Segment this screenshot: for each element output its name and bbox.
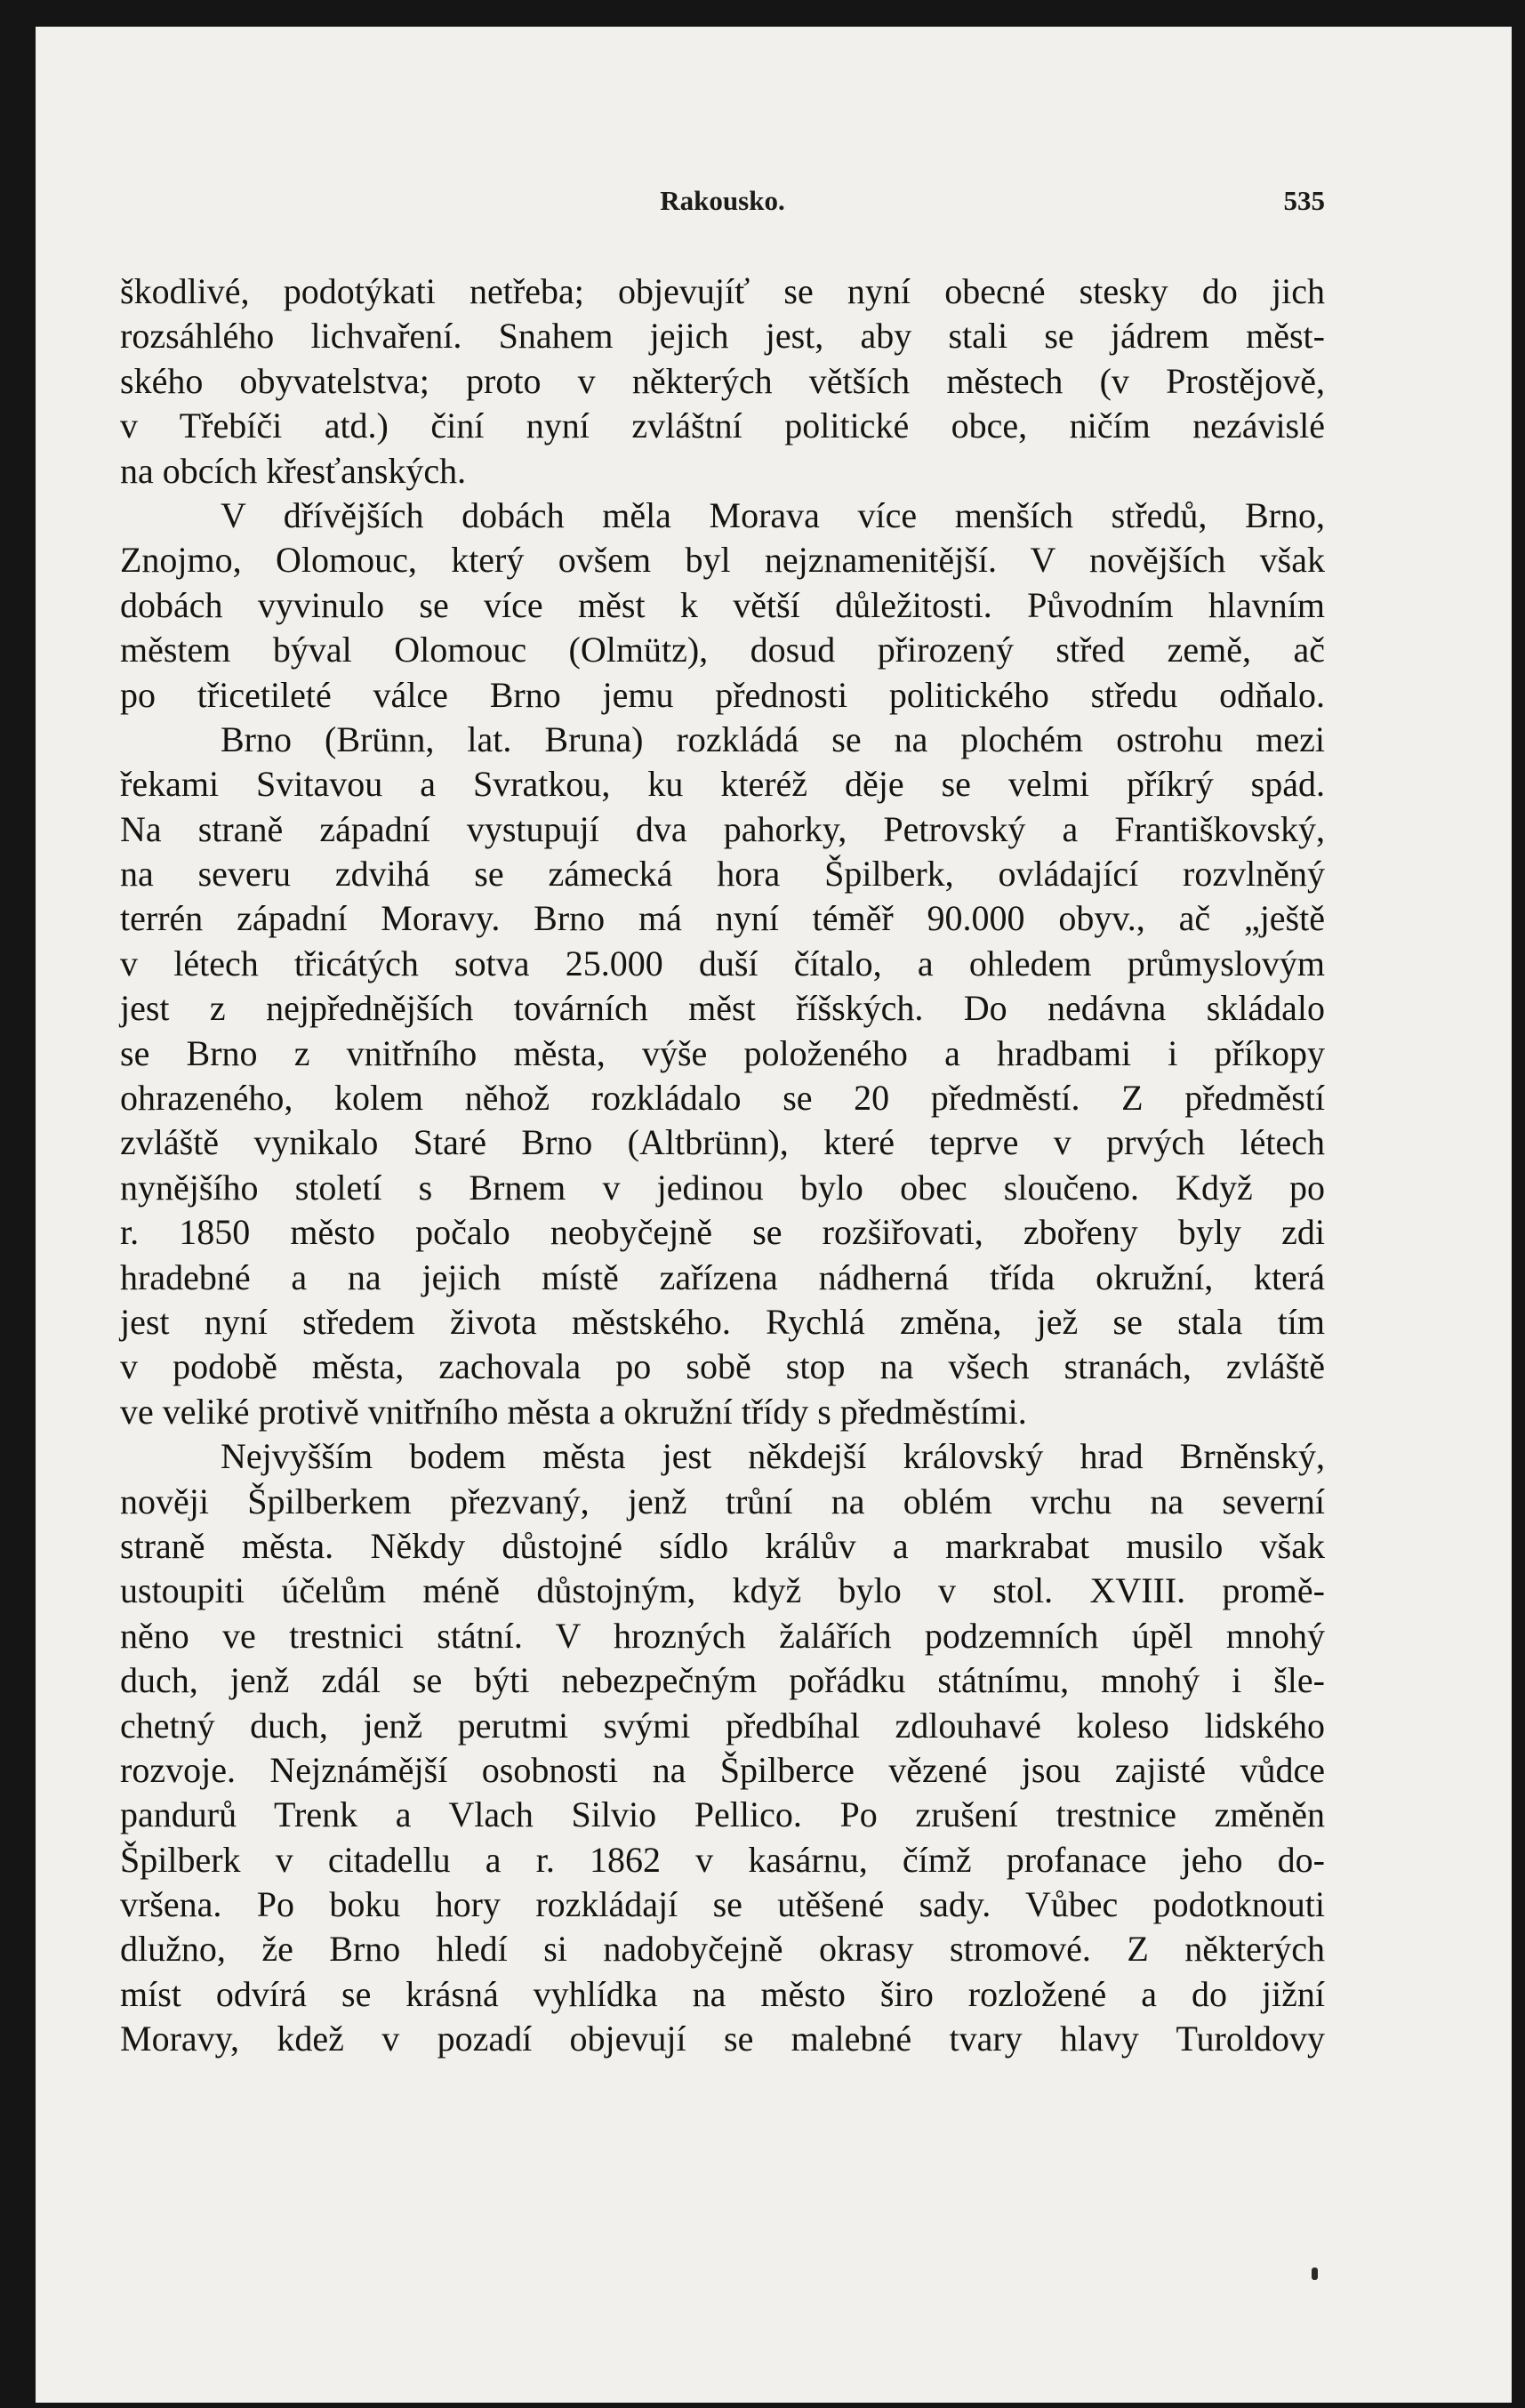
- text-line: rozsáhlého lichvaření. Snahem jejich jest, aby stali se jádrem měst-: [120, 316, 1325, 357]
- text-line: straně města. Někdy důstojné sídlo králův a markrabat musilo však: [120, 1525, 1325, 1566]
- text-line: nověji Špilberkem přezvaný, jenž trůní na oblém vrchu na severní: [120, 1481, 1325, 1521]
- scan-speck: [1312, 2268, 1318, 2280]
- text-line: jest z nejpřednějších továrních měst říšských. Do nedávna skládalo: [120, 988, 1325, 1029]
- text-line: terrén západní Moravy. Brno má nyní téměř 90.000 obyv., ač „ještě: [120, 898, 1325, 939]
- text-line: dobách vyvinulo se více měst k větší důležitosti. Původním hlavním: [120, 584, 1325, 625]
- text-line: něno ve trestnici státní. V hrozných žalářích podzemních úpěl mnohý: [120, 1615, 1325, 1656]
- text-line: po třicetileté válce Brno jemu přednosti politického středu odňalo.: [120, 674, 1325, 715]
- text-line: r. 1850 město počalo neobyčejně se rozšiřovati, zbořeny byly zdi: [120, 1212, 1325, 1253]
- text-line: hradebné a na jejich místě zařízena nádherná třída okružní, která: [120, 1256, 1325, 1297]
- text-line: jest nyní středem života městského. Rychlá změna, jež se stala tím: [120, 1301, 1325, 1342]
- text-line: rozvoje. Nejznámější osobnosti na Špilberce vězené jsou zajisté vůdce: [120, 1749, 1325, 1790]
- text-line: řekami Svitavou a Svratkou, ku kteréž děje se velmi příkrý spád.: [120, 764, 1325, 805]
- text-line: v podobě města, zachovala po sobě stop na všech stranách, zvláště: [120, 1346, 1325, 1387]
- page-number: 535: [1283, 185, 1325, 216]
- text-line: ve veliké protivě vnitřního města a okružní třídy s předměstími.: [120, 1391, 1027, 1432]
- paragraph-start-line: V dřívějších dobách měla Morava více menších středů, Brno,: [221, 494, 1325, 535]
- text-line: škodlivé, podotýkati netřeba; objevujíť se nyní obecné stesky do jich: [120, 271, 1325, 311]
- running-head: [120, 185, 1325, 229]
- paragraph-start-line: Nejvyšším bodem města jest někdejší královský hrad Brněnský,: [221, 1436, 1325, 1477]
- text-line: Špilberk v citadellu a r. 1862 v kasárnu, čímž profanace jeho do-: [120, 1839, 1325, 1880]
- text-line: nynějšího století s Brnem v jedinou bylo obec sloučeno. Když po: [120, 1167, 1325, 1208]
- book-page: [36, 27, 1512, 2403]
- text-line: na severu zdvihá se zámecká hora Špilberk, ovládající rozvlněný: [120, 854, 1325, 895]
- text-line: chetný duch, jenž perutmi svými předbíhal zdlouhavé koleso lidského: [120, 1705, 1325, 1746]
- text-line: v létech třicátých sotva 25.000 duší čítalo, a ohledem průmyslovým: [120, 943, 1325, 983]
- text-line: ustoupiti účelům méně důstojným, když bylo v stol. XVIII. promě-: [120, 1570, 1325, 1611]
- text-line: v Třebíči atd.) činí nyní zvláštní politické obce, ničím nezávislé: [120, 405, 1325, 446]
- text-line: dlužno, že Brno hledí si nadobyčejně okrasy stromové. Z některých: [120, 1929, 1325, 1970]
- text-line: městem býval Olomouc (Olmütz), dosud přirozený střed země, ač: [120, 630, 1325, 670]
- text-line: ohrazeného, kolem něhož rozkládalo se 20 předměstí. Z předměstí: [120, 1078, 1325, 1119]
- text-line: zvláště vynikalo Staré Brno (Altbrünn), které teprve v prvých létech: [120, 1122, 1325, 1163]
- text-line: duch, jenž zdál se býti nebezpečným pořádku státnímu, mnohý i šle-: [120, 1660, 1325, 1701]
- text-line: ského obyvatelstva; proto v některých větších městech (v Prostějově,: [120, 360, 1325, 401]
- text-line: Moravy, kdež v pozadí objevují se malebné tvary hlavy Turoldovy: [120, 2019, 1325, 2059]
- running-title: Rakousko.: [660, 185, 785, 216]
- text-line: pandurů Trenk a Vlach Silvio Pellico. Po zrušení trestnice změněn: [120, 1794, 1325, 1835]
- text-line: Na straně západní vystupují dva pahorky, Petrovský a Františkovský,: [120, 808, 1325, 849]
- body-text: [120, 269, 1325, 2062]
- text-line: míst odvírá se krásná vyhlídka na město širo rozložené a do jižní: [120, 1973, 1325, 2014]
- text-line: vršena. Po boku hory rozkládají se utěšené sady. Vůbec podotknouti: [120, 1884, 1325, 1925]
- text-line: na obcích křesťanských.: [120, 450, 467, 491]
- text-line: Znojmo, Olomouc, který ovšem byl nejznamenitější. V novějších však: [120, 540, 1325, 581]
- paragraph-start-line: Brno (Brünn, lat. Bruna) rozkládá se na plochém ostrohu mezi: [221, 718, 1325, 759]
- text-line: se Brno z vnitřního města, výše položeného a hradbami i příkopy: [120, 1032, 1325, 1073]
